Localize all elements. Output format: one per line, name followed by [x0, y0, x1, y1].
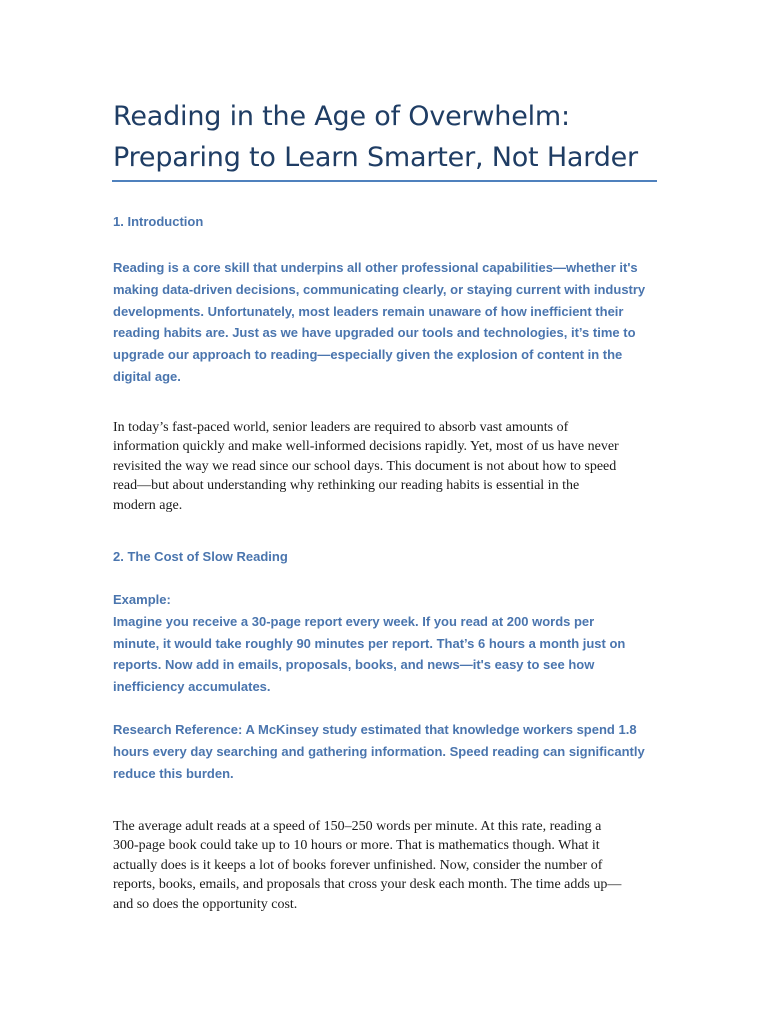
text-line: information quickly and make well-informed decisions rapidly. Yet, most of us have never: [113, 439, 619, 455]
example-callout: [113, 589, 658, 698]
title-line: Preparing to Learn Smarter, Not Harder: [113, 142, 638, 173]
text-line: 300-page book could take up to 10 hours or more. That is mathematics though. What it: [113, 838, 600, 854]
research-reference-callout: [113, 719, 658, 784]
text-line: and so does the opportunity cost.: [113, 896, 298, 912]
text-line: The average adult reads at a speed of 150–250 words per minute. At this rate, reading a: [113, 819, 602, 834]
text-line: actually does is it keeps a lot of books forever unfinished. Now, consider the number of: [113, 857, 603, 873]
text-line: reduce this burden.: [113, 765, 234, 781]
title-underline-rule: [112, 180, 657, 182]
text-line: inefficiency accumulates.: [113, 679, 271, 695]
section-heading-cost-of-slow-reading: 2. The Cost of Slow Reading: [113, 549, 288, 564]
text-line: minute, it would take roughly 90 minutes per report. That’s 6 hours a month just on: [113, 635, 626, 651]
cost-body-paragraph: [113, 817, 658, 914]
section-heading-introduction: 1. Introduction: [113, 214, 204, 229]
document-title: [113, 96, 673, 178]
text-line: Reading is a core skill that underpins all other professional capabilities—whether it's: [113, 260, 638, 275]
example-label: Example:: [113, 592, 171, 607]
text-line: making data-driven decisions, communicating clearly, or staying current with industry: [113, 281, 646, 297]
text-line: Research Reference: A McKinsey study estimated that knowledge workers spend 1.8: [113, 722, 637, 737]
text-line: Imagine you receive a 30-page report every week. If you read at 200 words per: [113, 613, 595, 629]
text-line: developments. Unfortunately, most leaders remain unaware of how inefficient their: [113, 303, 624, 319]
text-line: In today’s fast-paced world, senior leaders are required to absorb vast amounts of: [113, 420, 569, 435]
title-line: Reading in the Age of Overwhelm:: [113, 101, 570, 132]
text-line: modern age.: [113, 497, 183, 513]
text-line: digital age.: [113, 368, 181, 384]
text-line: upgrade our approach to reading—especially given the explosion of content in the: [113, 347, 623, 363]
text-line: read—but about understanding why rethinking our reading habits is essential in the: [113, 478, 580, 494]
text-line: hours every day searching and gathering information. Speed reading can significantly: [113, 743, 645, 759]
text-line: reports. Now add in emails, proposals, books, and news—it's easy to see how: [113, 657, 595, 673]
introduction-callout: [113, 257, 658, 388]
text-line: reports, books, emails, and proposals that cross your desk each month. The time adds up—: [113, 877, 622, 893]
text-line: reading habits are. Just as we have upgraded our tools and technologies, it’s time to: [113, 325, 636, 341]
introduction-body-paragraph: [113, 418, 658, 515]
text-line: revisited the way we read since our school days. This document is not about how to speed: [113, 458, 617, 474]
